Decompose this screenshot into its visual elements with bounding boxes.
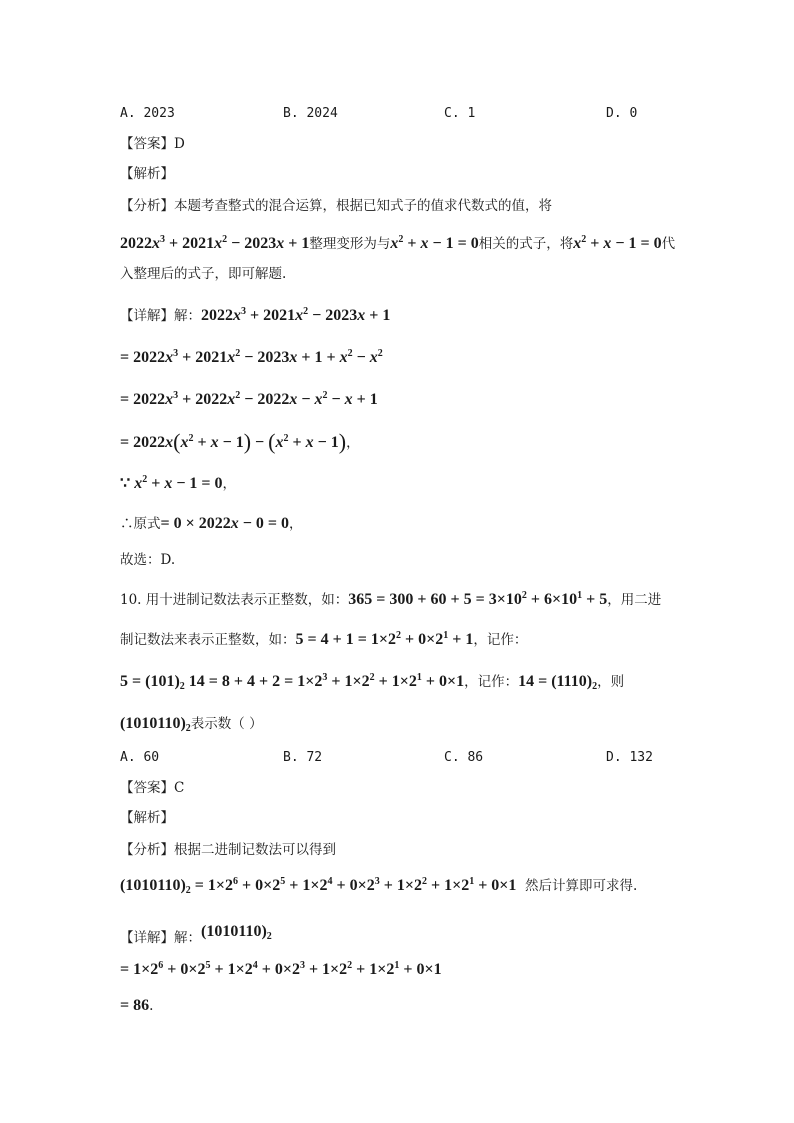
q10-option-b: B. 72 [283, 750, 323, 765]
q9-therefore-line: ∴原式= 0 × 2022x − 0 = 0， [120, 515, 303, 532]
q9-fenxi-2a: 整理变形为与 [309, 236, 391, 252]
q10-stem-1a: 10. 用十进制记数法表示正整数，如： [120, 592, 349, 608]
q9-fenxi-2b: 相关的式子，将 [478, 236, 574, 252]
q10-option-d: D. 132 [606, 750, 653, 765]
q10-stem-line-3: $5 = (101)_2$ $14 = 8 + 4 + 2 = 1\times 2^3 + 1\times 2^2 + 1\times 2^1 + 0\times 1$，记作：$14 = (1110)_2$，则 [120, 672, 625, 692]
q10-option-c: C. 86 [444, 750, 484, 765]
q9-option-b: B. 2024 [283, 106, 338, 121]
q9-step-1: = $2022x^3 + 2021x^2 - 2023x + 1 + x^2 - x^2$ [120, 348, 383, 366]
q10-detail-line: 【详解】解：$(1010110)_2$ [120, 923, 272, 946]
q10-stem-line-1: 10. 用十进制记数法表示正整数，如：$365 = 300 + 60 + 5 = 3\times 10^2 + 6\times 10^1 + 5$，用二进 [120, 590, 662, 608]
q9-fenxi-2c: 代 [661, 236, 676, 252]
q10-stem-1b: ，用二进 [607, 592, 662, 608]
q10-fenxi-line: 【分析】根据二进制记数法可以得到 [120, 842, 336, 858]
q10-stem-4: 表示数（ ） [190, 716, 263, 732]
q10-stem-3c: ，则 [597, 674, 625, 690]
q10-step-1: = $1\times 2^6 + 0\times 2^5 + 1\times 2^4 + 0\times 2^3 + 1\times 2^2 + 1\times 2^1 + 0\times 1$ [120, 960, 442, 978]
q9-because-line: ∵ $x^2 + x - 1 = 0$， [120, 474, 237, 492]
q9-analysis-label: 【解析】 [120, 166, 174, 182]
q10-stem-line-4: $(1010110)_2$表示数（ ） [120, 715, 263, 734]
q9-comma-2: ， [222, 476, 237, 492]
q10-fenxi-end: 然后计算即可求得. [525, 878, 638, 894]
q9-step-2: = $2022x^3 + 2022x^2 - 2022x - x^2 - x + 1$ [120, 390, 378, 408]
q10-fenxi-expansion: $(1010110)_2 = 1\times 2^6 + 0\times 2^5 + 1\times 2^4 + 0\times 2^3 + 1\times 2^2 + 1\times 2^1 + 0\times 1$ 然后计算即可求得. [120, 876, 638, 896]
q9-option-c: C. 1 [444, 106, 476, 121]
q9-comma-1: ， [346, 435, 360, 451]
q10-option-a: A. 60 [120, 750, 160, 765]
q9-detail-label: 【详解】解： [120, 308, 201, 324]
q10-analysis-label: 【解析】 [120, 810, 174, 826]
q9-option-d: D. 0 [606, 106, 638, 121]
q9-yuanshi: 原式 [133, 516, 161, 532]
q9-fenxi-line-3: 入整理后的式子，即可解题. [120, 266, 287, 282]
q10-stem-line-2: 制记数法来表示正整数，如：$5 = 4 + 1 = 1\times 2^2 + 0\times 2^1 + 1$，记作： [120, 630, 528, 648]
q10-detail-label: 【详解】解： [120, 930, 201, 946]
q9-comma-3: ， [288, 516, 303, 532]
q10-stem-3b: ，记作： [464, 674, 519, 690]
q10-step-2: = 86. [120, 997, 154, 1014]
q10-stem-2a: 制记数法来表示正整数，如： [120, 632, 296, 648]
q10-stem-2b: ，记作： [473, 632, 528, 648]
q9-answer: 【答案】D [120, 136, 185, 152]
q9-fenxi-line-1: 【分析】本题考查整式的混合运算，根据已知式子的值求代数式的值，将 [120, 198, 552, 214]
q9-option-a: A. 2023 [120, 106, 175, 121]
q9-detail-line: 【详解】解：$2022x^3 + 2021x^2 - 2023x + 1$ [120, 306, 391, 324]
q9-fenxi-line-2: $2022x^3 + 2021x^2 - 2023x + 1$整理变形为与$x^2 + x - 1 = 0$相关的式子，将$x^2 + x - 1 = 0$代 [120, 234, 676, 252]
q10-answer: 【答案】C [120, 780, 185, 796]
q9-choose: 故选：D. [120, 552, 176, 568]
q9-step-3: = $2022x(x^2 + x - 1) - (x^2 + x - 1)$， [120, 429, 360, 454]
